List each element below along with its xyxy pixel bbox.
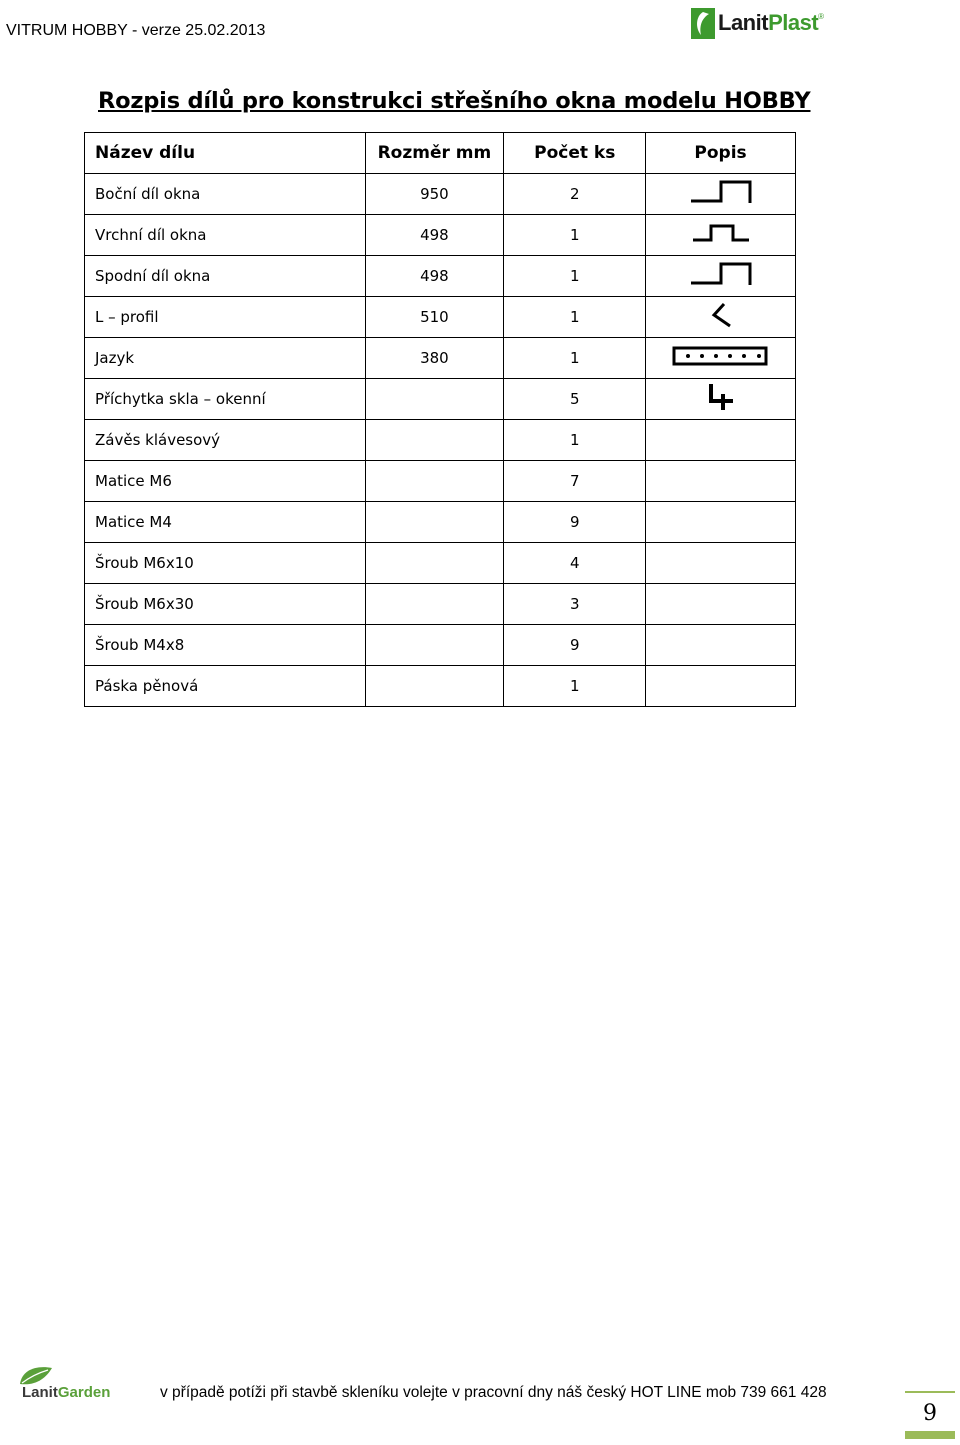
part-quantity: 1 [504, 420, 646, 461]
table-row [85, 297, 796, 338]
document-label: VITRUM HOBBY - verze 25.02.2013 [6, 22, 266, 39]
footer-logo-word-a: Lanit [22, 1384, 58, 1401]
part-description [646, 461, 796, 502]
table-body [85, 174, 796, 707]
part-dimension [365, 666, 504, 707]
page-bar-bottom [905, 1431, 955, 1439]
footer-logo-word-b: Garden [57, 1384, 111, 1401]
part-name: Vrchní díl okna [85, 215, 366, 256]
part-description [646, 666, 796, 707]
part-quantity: 5 [504, 379, 646, 420]
part-name: Šroub M6x10 [85, 543, 366, 584]
page-title: Rozpis dílů pro konstrukci střešního okna modelu HOBBY [98, 88, 811, 114]
leaf-logo-icon [690, 6, 716, 40]
table-row [85, 338, 796, 379]
table-row [85, 256, 796, 297]
lanitplast-logo [690, 4, 830, 42]
logo-word-a: Lanit [718, 10, 769, 35]
part-dimension: 498 [365, 215, 504, 256]
part-name: Závěs klávesový [85, 420, 366, 461]
part-dimension [365, 420, 504, 461]
table-row [85, 420, 796, 461]
hotline-text: v případě potíži při stavbě skleníku volejte v pracovní dny náš český HOT LINE mob 739 661 428 [160, 1384, 827, 1401]
part-name: Matice M4 [85, 502, 366, 543]
registered-mark: ® [818, 12, 825, 21]
table-row [85, 379, 796, 420]
part-name: Příchytka skla – okenní [85, 379, 366, 420]
page-number: 9 [923, 1401, 937, 1426]
part-dimension [365, 543, 504, 584]
lanitgarden-logo [16, 1364, 111, 1404]
part-name: Šroub M4x8 [85, 625, 366, 666]
tongue-bar-icon [672, 345, 770, 367]
table-row [85, 502, 796, 543]
logo-word-b: Plast [768, 10, 819, 35]
part-dimension [365, 461, 504, 502]
part-name: Jazyk [85, 338, 366, 379]
logo-wordmark [718, 10, 818, 36]
profile-step-high-icon [689, 261, 753, 287]
header-quantity: Počet ks [504, 133, 646, 174]
table-header-row [85, 133, 796, 174]
part-name: L – profil [85, 297, 366, 338]
header-name: Název dílu [85, 133, 366, 174]
page-number-box [905, 1391, 955, 1437]
table-row [85, 584, 796, 625]
part-dimension: 498 [365, 256, 504, 297]
part-description [646, 215, 796, 256]
part-name: Šroub M6x30 [85, 584, 366, 625]
part-quantity: 1 [504, 256, 646, 297]
part-name: Matice M6 [85, 461, 366, 502]
table-row [85, 215, 796, 256]
part-description [646, 502, 796, 543]
footer-logo-wordmark [22, 1384, 110, 1401]
part-dimension [365, 502, 504, 543]
part-description [646, 338, 796, 379]
part-quantity: 7 [504, 461, 646, 502]
part-description [646, 174, 796, 215]
part-dimension: 510 [365, 297, 504, 338]
table-row [85, 174, 796, 215]
part-dimension [365, 584, 504, 625]
part-description [646, 256, 796, 297]
part-description [646, 379, 796, 420]
part-quantity: 9 [504, 502, 646, 543]
part-dimension: 380 [365, 338, 504, 379]
profile-step-high-icon [689, 179, 753, 205]
part-quantity: 1 [504, 338, 646, 379]
part-dimension [365, 625, 504, 666]
part-quantity: 3 [504, 584, 646, 625]
part-quantity: 1 [504, 666, 646, 707]
part-quantity: 9 [504, 625, 646, 666]
part-name: Boční díl okna [85, 174, 366, 215]
part-quantity: 4 [504, 543, 646, 584]
page-bar-top [905, 1391, 955, 1393]
part-description [646, 625, 796, 666]
table-row [85, 461, 796, 502]
part-description [646, 584, 796, 625]
part-quantity: 1 [504, 215, 646, 256]
part-dimension: 950 [365, 174, 504, 215]
parts-table [84, 132, 796, 707]
table-row [85, 543, 796, 584]
table-row [85, 625, 796, 666]
profile-step-low-icon [691, 222, 751, 244]
part-quantity: 1 [504, 297, 646, 338]
part-description [646, 420, 796, 461]
l-profile-icon [706, 301, 736, 329]
part-dimension [365, 379, 504, 420]
header-dimension: Rozměr mm [365, 133, 504, 174]
part-quantity: 2 [504, 174, 646, 215]
part-name: Spodní díl okna [85, 256, 366, 297]
header-description: Popis [646, 133, 796, 174]
glass-clip-icon [705, 382, 737, 412]
part-description [646, 297, 796, 338]
part-name: Páska pěnová [85, 666, 366, 707]
table-row [85, 666, 796, 707]
part-description [646, 543, 796, 584]
